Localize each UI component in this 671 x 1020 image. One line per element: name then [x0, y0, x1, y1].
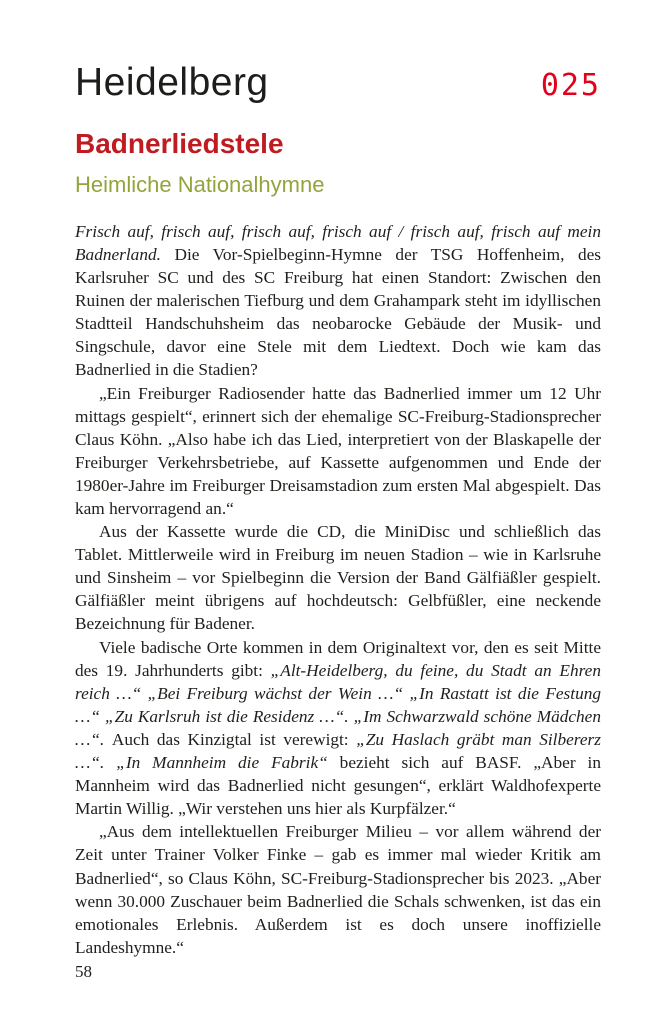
- paragraph: [75, 382, 601, 521]
- text-segment: bezieht sich auf BASF. „Aber in Mannheim wird das Badnerlied nicht gesungen“, erklärt Waldhofexperte Martin Willig. „Wir verstehen uns hier als Kurpfälzer.“: [75, 753, 601, 819]
- text-segment: Viele badische Orte kommen in dem Originaltext vor, den es seit Mitte des 19. Jahrhunderts gibt:: [75, 637, 601, 680]
- article-title: Badnerliedstele: [75, 127, 284, 159]
- chapter-number: 025: [540, 68, 601, 103]
- text-segment: „Zu Haslach gräbt man Silbererz …“. „In Mannheim die Fabrik“: [75, 729, 601, 773]
- body-text: [75, 220, 601, 959]
- text-segment: Aus der Kassette wurde die CD, die MiniDisc und schließlich das Tablet. Mittlerweile wird in Freiburg im neuen Stadion – wie in Karlsruhe und Sinsheim – vor Spielbeginn die Version der Band Gälfiäßler gespielt. Gälfiäßler meint übrigens auf hochdeutsch: Gelbfüßler, eine neckende Bezeichnung für Badener.: [75, 522, 601, 634]
- page-number: 58: [75, 962, 92, 981]
- page-content: [75, 0, 601, 959]
- paragraph: [75, 820, 601, 959]
- page-header: [75, 62, 601, 105]
- paragraph: [75, 220, 601, 382]
- text-segment: Frisch auf, frisch auf, frisch auf, frisch auf / frisch auf, frisch auf mein Badnerland.: [75, 221, 601, 264]
- text-segment: Die Vor-Spielbeginn-Hymne der TSG Hoffenheim, des Karlsruher SC und des SC Freiburg hat einen Standort: Zwischen den Ruinen der malerischen Tiefburg und dem Grahampark steht im idyllischen Stadtteil Handschuhsheim das neobarocke Gebäude der Musik- und Singschule, davor eine Stele mit dem Liedtext. Doch wie kam das Badnerlied in die Stadien?: [75, 244, 601, 380]
- paragraph: [75, 636, 601, 821]
- text-segment: „Ein Freiburger Radiosender hatte das Badnerlied immer um 12 Uhr mittags gespielt“, erinnert sich der ehemalige SC-Freiburg-Stadionsprecher Claus Köhn. „Also habe ich das Lied, interpretiert von der Blaskapelle der Freiburger Verkehrsbetriebe, auf Kassette aufgenommen und Ende der 1980er-Jahre im Freiburger Dreisamstadion zum ersten Mal abgespielt. Das kam hervorragend an.“: [75, 383, 601, 518]
- city-title: Heidelberg: [75, 61, 269, 104]
- paragraph: [75, 520, 601, 635]
- text-segment: „Aus dem intellektuellen Freiburger Milieu – vor allem während der Zeit unter Trainer Volker Finke – gab es immer mal wieder Kritik am Badnerlied“, so Claus Köhn, SC-Freiburg-Stadionsprecher bis 2023. „Aber wenn 30.000 Zuschauer beim Badnerlied die Schals schwenken, ist das ein emotionales Erlebnis. Außerdem ist es doch unsere inoffizielle Landeshymne.“: [75, 822, 601, 957]
- article-subtitle: Heimliche Nationalhymne: [75, 171, 325, 197]
- text-segment: „Alt-Heidelberg, du feine, du Stadt an Ehren reich …“ „Bei Freiburg wächst der Wein …“ „In Rastatt ist die Festung …“ „Zu Karlsruh ist die Residenz …“. „Im Schwarzwald schöne Mädchen …“.: [75, 660, 601, 749]
- text-segment: Auch das Kinzigtal ist verewigt:: [111, 729, 357, 749]
